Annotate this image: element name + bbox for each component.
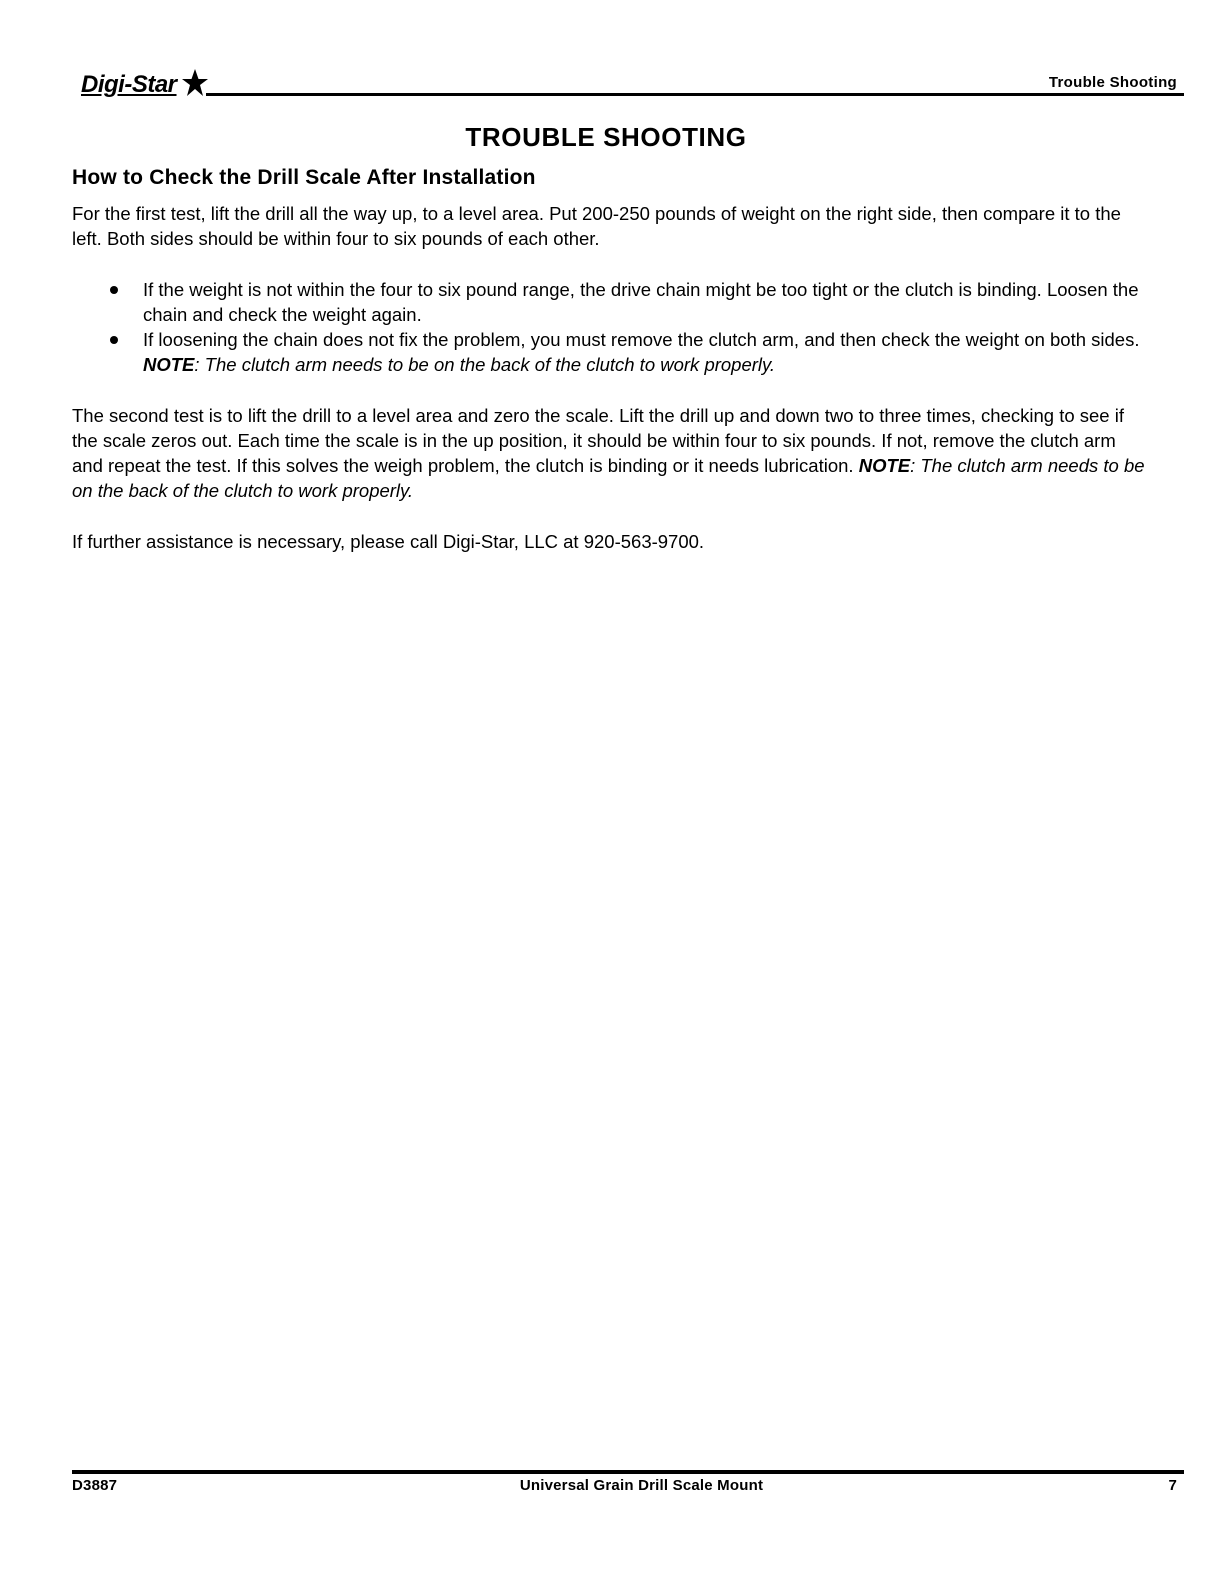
footer-rule	[72, 1470, 1184, 1474]
paragraph-second-test	[72, 403, 1147, 503]
page-title: TROUBLE SHOOTING	[465, 122, 747, 152]
bullet-icon	[110, 286, 118, 294]
footer-page-number: 7	[1168, 1477, 1177, 1494]
bullet-icon	[110, 336, 118, 344]
star-icon	[178, 68, 208, 98]
footer-doc-number: D3887	[72, 1477, 118, 1494]
bullet-text: If the weight is not within the four to six pound range, the drive chain might be too tight or the clutch is binding. Loosen the chain and check the weight again.	[143, 279, 1139, 325]
note-label: NOTE	[143, 354, 195, 375]
header-rule	[206, 93, 1184, 96]
paragraph-assistance: If further assistance is necessary, please call Digi-Star, LLC at 920-563-9700.	[72, 531, 705, 552]
footer-doc-title: Universal Grain Drill Scale Mount	[519, 1477, 764, 1494]
logo-text: Digi-Star	[81, 71, 177, 98]
section-heading: How to Check the Drill Scale After Installation	[72, 166, 536, 189]
digi-star-logo	[81, 66, 208, 100]
paragraph-first-test: For the first test, lift the drill all the way up, to a level area. Put 200-250 pounds of weight on the right side, then compare it to the left. Both sides should be within four to six pounds of each other.	[72, 203, 1121, 249]
bullet-list	[72, 277, 1142, 377]
header-section-title: Trouble Shooting	[1048, 74, 1177, 91]
note-label: NOTE	[858, 455, 911, 476]
note-text: : The clutch arm needs to be on the back of the clutch to work properly.	[72, 455, 1145, 501]
list-item	[72, 327, 1142, 377]
list-item	[72, 277, 1142, 327]
note-text: : The clutch arm needs to be on the back of the clutch to work properly.	[194, 354, 776, 375]
bullet-text: If loosening the chain does not fix the problem, you must remove the clutch arm, and then check the weight on both sides.	[143, 329, 1140, 350]
paragraph-text: The second test is to lift the drill to a level area and zero the scale. Lift the drill up and down two to three times, checking to see if the scale zeros out. Each time the scale is in the up position, it should be within four to six pounds. If not, remove the clutch arm and repeat the test. If this solves the weigh problem, the clutch is binding or it needs lubrication.	[72, 405, 1124, 476]
